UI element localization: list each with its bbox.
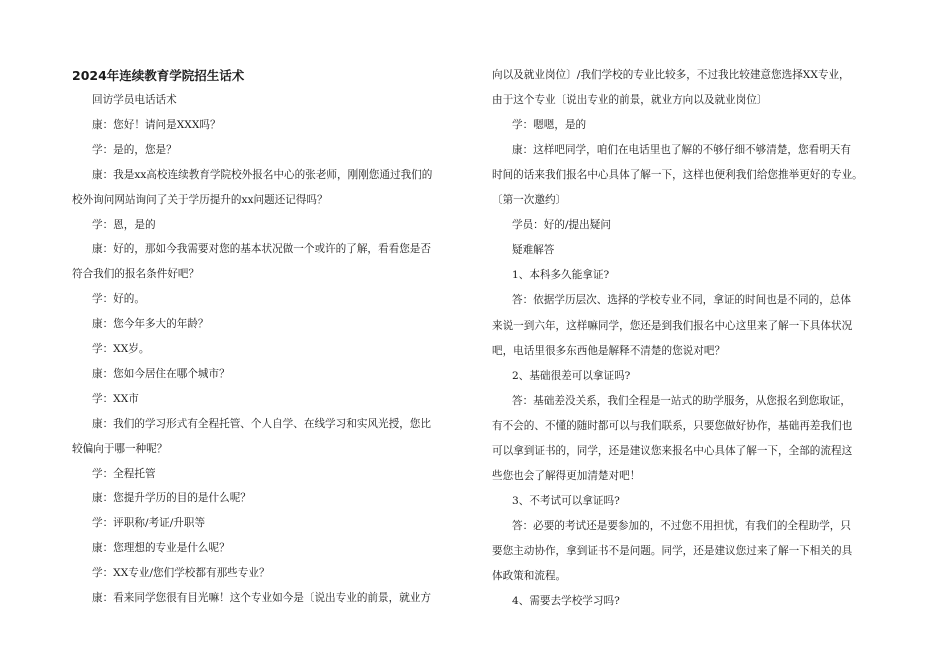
- right-paragraph-line: 答：必要的考试还是要参加的，不过您不用担忧，有我们的全程助学，只: [512, 519, 851, 532]
- left-paragraph-line: 康：看来同学您很有目光嘛！这个专业如今是〔说出专业的前景，就业方: [92, 592, 431, 604]
- right-paragraph-line: 学：嗯嗯，是的: [512, 119, 587, 132]
- left-paragraph-line: 康：您今年多大的年龄？: [92, 318, 209, 331]
- right-paragraph-line: 可以拿到证书的，同学，还是建议您来报名中心具体了解一下，全部的流程这: [492, 444, 853, 457]
- left-paragraph-line: 康：您如今居住在哪个城市？: [92, 367, 230, 380]
- left-paragraph-line: 符合我们的报名条件好吧？: [72, 268, 200, 281]
- right-paragraph-line: 体政策和流程。: [492, 570, 567, 582]
- left-paragraph-line: 回访学员电话话术: [92, 94, 177, 106]
- left-paragraph-line: 康：好的，那如今我需要对您的基本状况做一个或许的了解，看看您是否: [92, 243, 431, 256]
- right-paragraph-line: 吧，电话里很多东西他是解释不清楚的您说对吧？: [492, 344, 726, 357]
- left-paragraph-line: 学：评职称/考证/升职等: [92, 517, 206, 530]
- right-paragraph-line: 康：这样吧同学，咱们在电话里也了解的不够仔细不够清楚，您看明天有: [512, 144, 851, 157]
- left-paragraph-line: 学：XX岁。: [92, 343, 150, 355]
- right-paragraph-line: 答：基础差没关系，我们全程是一站式的助学服务，从您报名到您取证，: [512, 394, 851, 407]
- left-paragraph-line: 学：是的，您是？: [92, 143, 177, 156]
- left-paragraph-line: 康：您提升学历的目的是什么呢？: [92, 492, 251, 505]
- right-paragraph-line: 要您主动协作，拿到证书不是问题。同学，还是建议您过来了解一下相关的具: [492, 544, 853, 557]
- right-paragraph-line: 有不会的、不懂的随时都可以与我们联系，只要您做好协作，基础再差我们也: [492, 419, 853, 432]
- left-paragraph-line: 学：XX市: [92, 392, 139, 405]
- right-paragraph-line: 2、基础很差可以拿证吗?: [512, 369, 631, 382]
- right-paragraph-line: 4、需要去学校学习吗?: [512, 595, 620, 608]
- right-paragraph-line: 来说一到六年，这样嘛同学，您还是到我们报名中心这里来了解一下具体状况: [492, 319, 853, 332]
- right-paragraph-line: 向以及就业岗位〕/我们学校的专业比较多，不过我比较建意您选择XX专业，: [492, 69, 850, 81]
- left-paragraph-line: 康：您理想的专业是什么呢？: [92, 542, 230, 555]
- right-paragraph-line: 答：依据学历层次、选择的学校专业不同，拿证的时间也是不同的，总体: [512, 294, 851, 307]
- right-paragraph-line: 些您也会了解得更加清楚对吧！: [492, 469, 641, 482]
- left-paragraph-line: 较偏向于哪一种呢？: [72, 442, 168, 455]
- left-paragraph-line: 康：您好！请问是XXX吗？: [92, 118, 221, 131]
- left-paragraph-line: 学：XX专业/您们学校都有那些专业？: [92, 567, 270, 580]
- right-paragraph-line: 1、本科多久能拿证?: [512, 269, 610, 282]
- right-paragraph-line: 学员：好的/提出疑问: [512, 219, 611, 232]
- left-paragraph-line: 学：全程托管: [92, 467, 156, 480]
- right-paragraph-line: 3、不考试可以拿证吗?: [512, 494, 620, 507]
- right-paragraph-line: 疑难解答: [512, 244, 555, 257]
- left-paragraph-line: 康：我们的学习形式有全程托管、个人自学、在线学习和实风光授，您比: [92, 417, 431, 430]
- left-paragraph-line: 康：我是xx高校连续教育学院校外报名中心的张老师，刚刚您通过我们的: [92, 168, 433, 181]
- right-paragraph-line: 由于这个专业〔说出专业的前景，就业方向以及就业岗位〕: [492, 94, 768, 107]
- left-paragraph-line: 学：恩，是的: [92, 218, 156, 231]
- right-paragraph-line: 〔第一次邀约〕: [492, 194, 567, 207]
- left-paragraph-line: 学：好的。: [92, 293, 145, 306]
- left-paragraph-line: 校外询问网站询问了关于学历提升的xx问题还记得吗？: [72, 193, 328, 206]
- right-paragraph-line: 时间的话来我们报名中心具体了解一下，这样也便利我们给您推举更好的专业。: [492, 169, 863, 182]
- document-title: 2024年连续教育学院招生话术: [72, 68, 245, 83]
